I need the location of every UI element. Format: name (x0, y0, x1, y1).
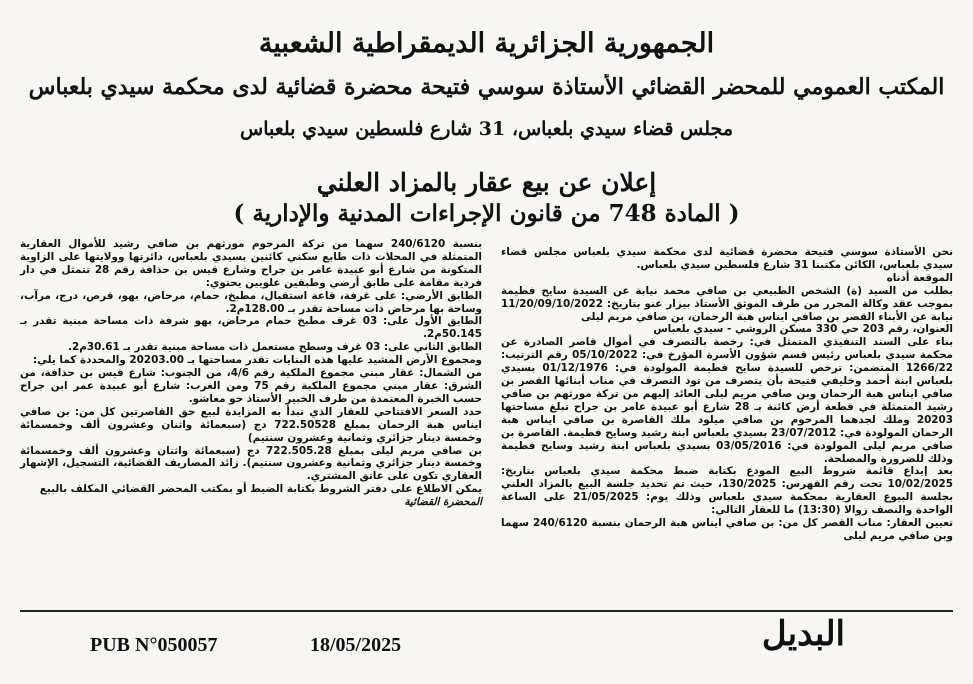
paragraph: بعد إيداع قائمة شروط البيع المودع بكتابة ضبط محكمة سيدي بلعباس بتاريخ: 10/02/2025 تحت رقم الفهرس: 130/2025، حيث تم تحديد جلسة البيع بالمزاد العلني بجلسة البيوع العقارية بمحكمة سيدي بلعباس وذلك يوم: 21/05/2025 على الساعة الواحدة والنصف زوالا (13:30) ما للعقار التالي: (501, 465, 953, 517)
paragraph: بن صافي مريم ليلى بمبلغ 722.505.28 دج (سبعمائة واثنان وعشرون ألف وخمسمائة وخمسة دينار جزائري وثمانية وعشرون سنتيم). زائد المصاريف القضائية، التسجيل، الإشهار العقاري تكون على عاتق المشتري. (20, 444, 482, 483)
announcement-title: إعلان عن بيع عقار بالمزاد العلني (316, 168, 657, 197)
paragraph: من الشمال: عقار مبني مجموع الملكية رقم 4/6، من الجنوب: شارع قيس بن حذافة، من الشرق: عقار مبني مجموع الملكية رقم 75 ومن الغرب: شارع أبو عبيدة عمر ابن جراح حسب الخبرة المعتمدة من طرف الخبير الأستاذ حو معاشو. (20, 367, 482, 405)
signature: المحضرة القضائية (404, 496, 482, 509)
paragraph: بطلب من السيد (ة) الشخص الطبيعي بن صافي محمد نيابة عن السيدة سايح فطيمة بموجب عقد وكالة المحرر من طرف الموثق الأستاذ بيزار عنو بتاريخ: 11/20/09/10/2022 نيابة عن الأبناء القصر بن صافي ايناس هبة الرحمان، بن صافي مريم ليلى (501, 284, 953, 323)
address-heading: مجلس قضاء سيدي بلعباس، 31 شارع فلسطين سيدي بلعباس (240, 118, 733, 140)
publication-date: 18/05/2025 (310, 634, 402, 656)
paragraph: تعيين العقار: مناب القصر كل من: بن صافي ايناس هبة الرحمان بنسبة 240/6120 سهما وبن صافي مريم ليلى (501, 517, 953, 542)
paragraph: الطابق الأول على: 03 غرف مطبخ حمام مرحاض، بهو شرفة ذات مساحة مبنية تقدر بـ 50.145م2. (20, 315, 483, 341)
footer-divider (20, 610, 953, 612)
paragraph: الموقعة أدناه (886, 271, 953, 284)
office-heading: المكتب العمومي للمحضر القضائي الأستاذة سوسي فتيحة محضرة قضائية لدى محكمة سيدي بلعباس (28, 74, 945, 100)
paragraph: يمكن الاطلاع على دفتر الشروط بكتابة الضبط أو بمكتب المحضر القضائي المكلف بالبيع (39, 483, 482, 496)
paragraph: نحن الأستاذة سوسي فتيحة محضرة قضائية لدى محكمة سيدي بلعباس مجلس قضاء سيدي بلعباس، الكائن مكتبنا 31 شارع فلسطين سيدي بلعباس. (501, 246, 953, 271)
price-label: البديل (761, 614, 845, 654)
body-right-column (501, 246, 953, 543)
paragraph: بناء على السند التنفيذي المتمثل في: رخصة بالتصرف في أموال قاصر الصادرة عن محكمة سيدي بلعباس رئيس قسم شؤون الأسرة المؤرخ في: 05/10/2022 رقم الترتيب: 1266/22 المتضمن: ترخص للسيدة سايح فطيمة المولودة في: 01/12/1976 بسيدي بلعباس ابنة أحمد وخليفي فتيحة بأن يتصرف من تود التصرف في مناب أبنائها القصر بن صافي ايناس هبة الرحمان وبن صافي مريم ليلى العائد إليهم من تركة مورثهم بن صافي رشيد المتمثلة في قطعة أرض كائنة بـ 28 شارع أبو عبيدة عامر بن جراح تبلغ مساحتها 20203 وملك لجدهما المرحوم بن صافي ميلود ملك القاصرة بن صافي ايناس هبة الرحمان المولودة في: 23/07/2012 بسيدي بلعباس ابنة رشيد وسايح فطيمة. القاصرة بن صافي مريم ليلى المولودة في: 03/05/2016 بسيدي بلعباس ابنة رشيد وسايح فطيمة وذلك للضرورة والمصلحة. (501, 336, 954, 465)
pub-number: PUB N°050057 (90, 634, 218, 656)
paragraph: الطابق الأرضي: على غرفة، قاعة استقبال، مطبخ، حمام، مرحاض، بهو، قرص، درج، مرآب، وساحة بها مرحاض ذات مساحة تقدر بـ 128.00م2. (20, 289, 482, 315)
paragraph: بنسبة 240/6120 سهما من تركة المرحوم مورثهم بن صافي رشيد للأموال العقارية المتمثلة في المحلات ذات طابع سكني كائنين بسيدي بلعباس، دائرتها وولايتها على الزاوية المتكونة من شارع أبو عبيدة عامر بن جراح وشارع قيس بن حذافة رقم 28 تتمثل في دار فردية مقامة على طابق أرضي وطبقين علويين يحتوي: (20, 238, 482, 289)
paragraph: العنوان، رقم 203 حي 330 مسكن الروشي - سيدي بلعباس (653, 323, 953, 336)
paragraph: الطابق الثاني على: 03 غرف وسطح مستعمل ذات مساحة مبنية تقدر بـ 30.61م2. (68, 341, 482, 354)
paragraph: ومجموع الأرض المشيد عليها هذه البنايات تقدر مساحتها بـ 20203.00 والمحددة كما يلي: (33, 354, 482, 367)
legal-article-subtitle: ( المادة 748 من قانون الإجراءات المدنية والإدارية ) (233, 200, 740, 227)
body-left-column (20, 238, 482, 509)
paragraph: حدد السعر الافتتاحي للعقار الذي تبدأ به المزايدة لبيع حق القاصرتين كل من: بن صافي ايناس هبة الرحمان بمبلغ 722.50528 دج (سبعمائة واثنان وعشرون ألف وخمسمائة وخمسة دينار جزائري وثمانية وعشرون سنتيم) (20, 405, 482, 444)
republic-heading: الجمهورية الجزائرية الديمقراطية الشعبية (258, 28, 715, 59)
